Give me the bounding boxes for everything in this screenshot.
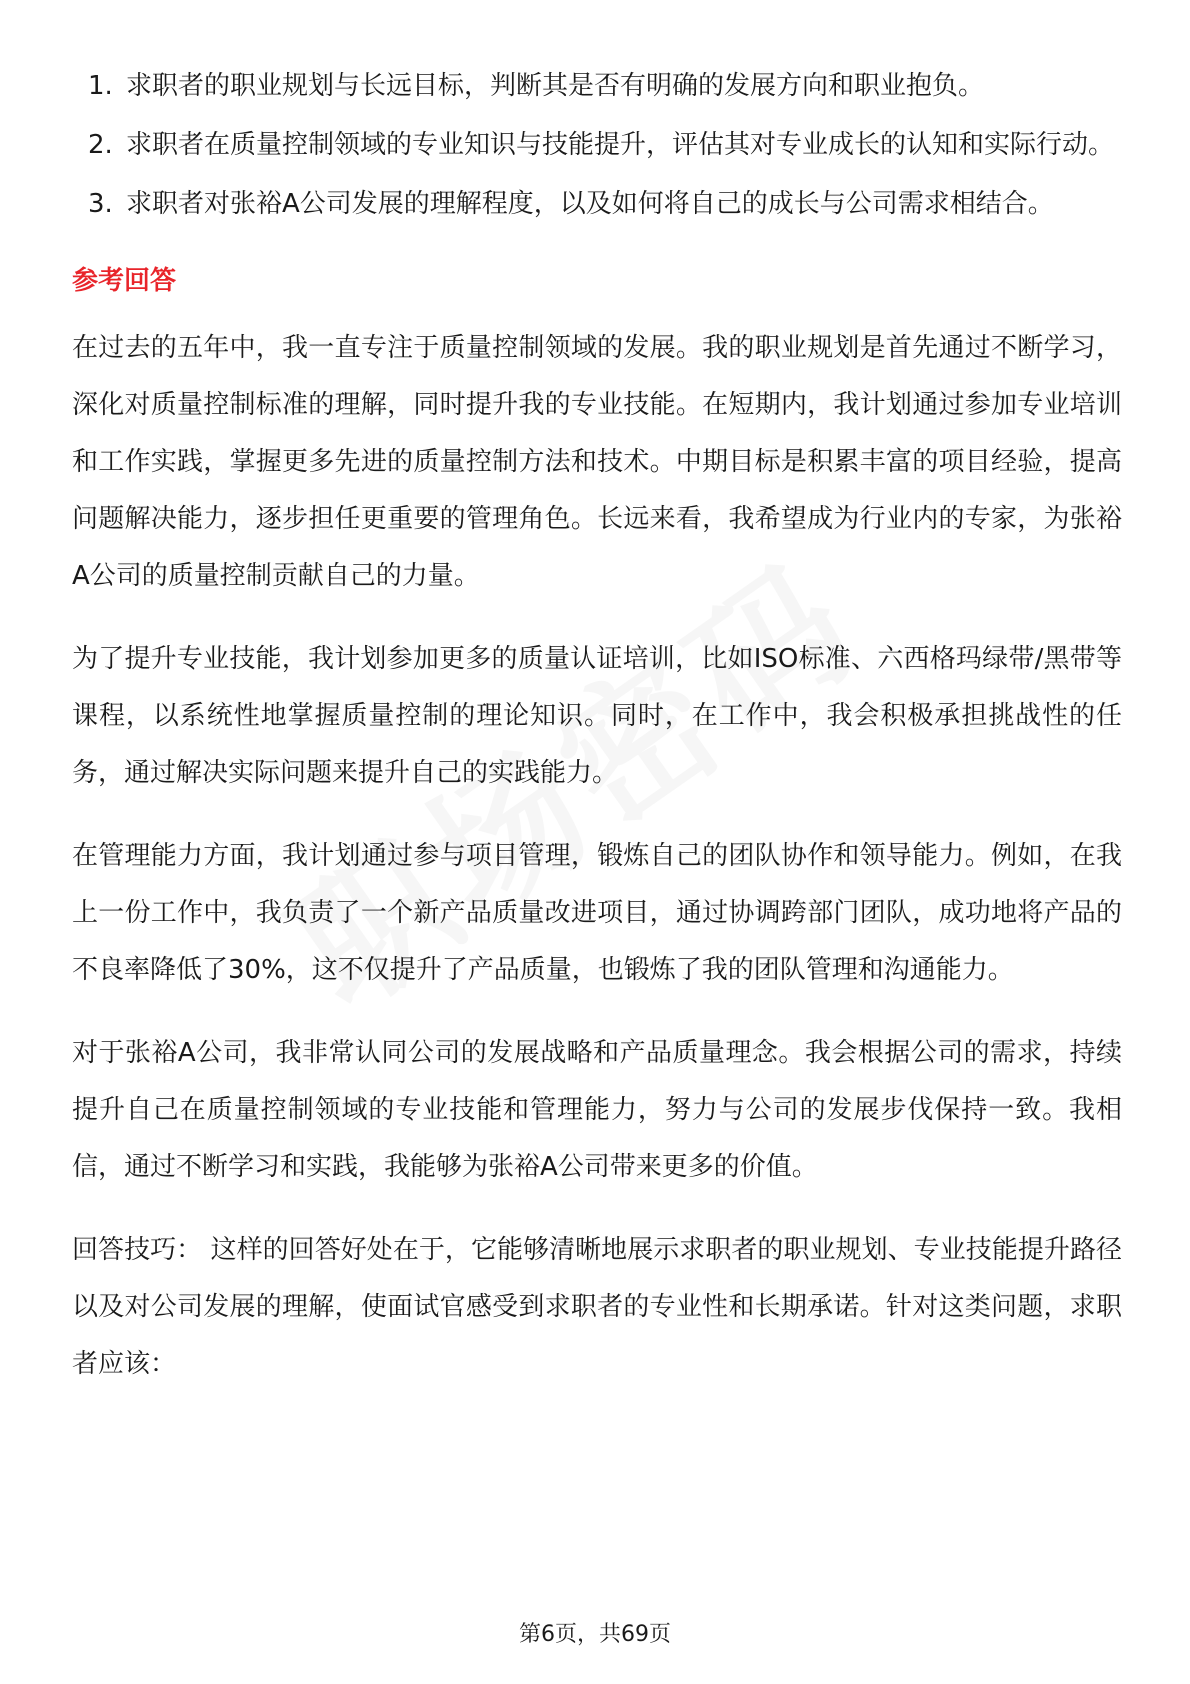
answer-heading: 参考回答 (72, 266, 177, 296)
list-item (72, 58, 1122, 115)
list-item-number: 1. (88, 71, 113, 101)
page-content (72, 58, 1122, 1419)
evaluation-criteria-list (72, 58, 1122, 233)
list-item-number: 2. (88, 130, 113, 160)
list-item-text: 求职者在质量控制领域的专业知识与技能提升，评估其对专业成长的认知和实际行动。 (126, 130, 1115, 160)
list-item-text: 求职者对张裕A公司发展的理解程度，以及如何将自己的成长与公司需求相结合。 (126, 189, 1054, 219)
list-item (72, 117, 1122, 174)
list-item (72, 176, 1122, 233)
answer-paragraph: 对于张裕A公司，我非常认同公司的发展战略和产品质量理念。我会根据公司的需求，持续提升自己在质量控制领域的专业技能和管理能力，努力与公司的发展步伐保持一致。我相信，通过不断学习和实践，我能够为张裕A公司带来更多的价值。 (72, 1038, 1122, 1182)
answer-paragraph: 在管理能力方面，我计划通过参与项目管理，锻炼自己的团队协作和领导能力。例如，在我上一份工作中，我负责了一个新产品质量改进项目，通过协调跨部门团队，成功地将产品的不良率降低了30%，这不仅提升了产品质量，也锻炼了我的团队管理和沟通能力。 (72, 841, 1122, 985)
page-number-footer: 第6页，共69页 (519, 1622, 671, 1647)
answer-paragraph: 在过去的五年中，我一直专注于质量控制领域的发展。我的职业规划是首先通过不断学习，深化对质量控制标准的理解，同时提升我的专业技能。在短期内，我计划通过参加专业培训和工作实践，掌握更多先进的质量控制方法和技术。中期目标是积累丰富的项目经验，提高问题解决能力，逐步担任更重要的管理角色。长远来看，我希望成为行业内的专家，为张裕A公司的质量控制贡献自己的力量。 (72, 333, 1122, 591)
list-item-number: 3. (88, 189, 113, 219)
tips-paragraph: 回答技巧： 这样的回答好处在于，它能够清晰地展示求职者的职业规划、专业技能提升路径以及对公司发展的理解，使面试官感受到求职者的专业性和长期承诺。针对这类问题，求职者应该： (72, 1235, 1122, 1379)
answer-paragraph: 为了提升专业技能，我计划参加更多的质量认证培训，比如ISO标准、六西格玛绿带/黑带等课程，以系统性地掌握质量控制的理论知识。同时，在工作中，我会积极承担挑战性的任务，通过解决实际问题来提升自己的实践能力。 (72, 644, 1122, 788)
list-item-text: 求职者的职业规划与长远目标，判断其是否有明确的发展方向和职业抱负。 (126, 71, 985, 101)
